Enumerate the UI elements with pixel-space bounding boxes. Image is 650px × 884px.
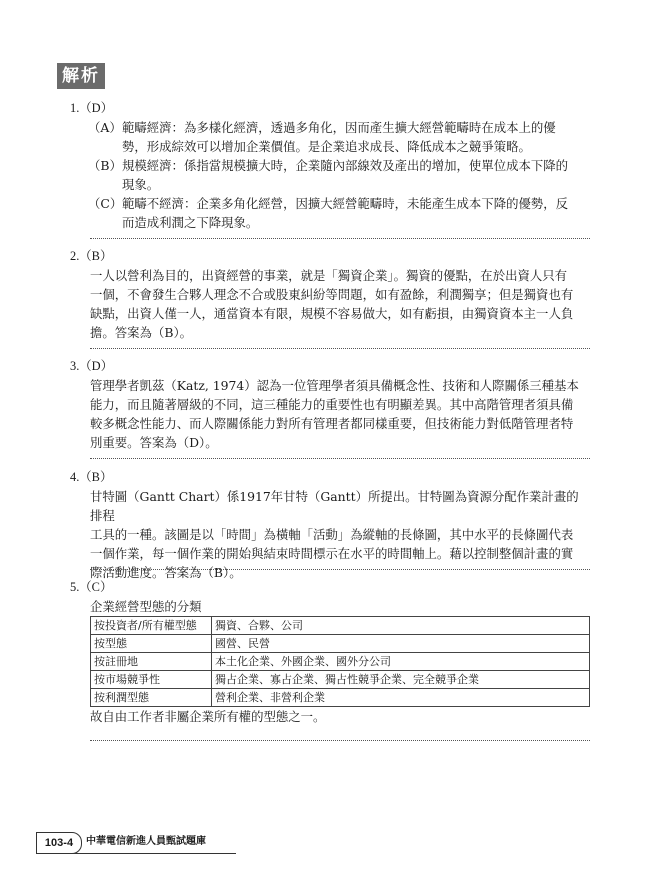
text-line: 際活動進度。答案為（B）。 — [90, 565, 242, 580]
text-line: 缺點，出資人僅一人，通當資本有限，規模不容易做大，如有虧損，由獨資資本主一人負 — [90, 306, 574, 321]
question-2 — [70, 247, 590, 342]
types-cell: 獨占企業、寡占企業、獨占性競爭企業、完全競爭企業 — [212, 671, 590, 689]
question-number: 3.（D） — [70, 359, 114, 373]
types-cell: 獨資、合夥、公司 — [212, 617, 590, 635]
text-line: 能力，而且隨著層級的不同，這三種能力的重要性也有明顯差異。其中高階管理者須具備 — [90, 397, 574, 412]
types-cell: 國營、民營 — [212, 635, 590, 653]
book-title: 中華電信新進人員甄試題庫 — [86, 836, 206, 847]
text-line: 現象。 — [122, 177, 160, 192]
types-cell: 營利企業、非營利企業 — [212, 689, 590, 707]
page-number: 103-4 — [36, 832, 82, 854]
page-footer — [36, 832, 236, 854]
dotted-divider — [90, 348, 590, 349]
text-line: 工具的一種。該圖是以「時間」為橫軸「活動」為縱軸的長條圖，其中水平的長條圖代表 — [90, 527, 574, 542]
option-label: （A） — [88, 120, 122, 135]
option-b — [70, 156, 590, 194]
text-line: 一人以營利為目的，出資經營的事業，就是「獨資企業」。獨資的優點，在於出資人只有 — [90, 268, 568, 283]
table-row — [91, 635, 590, 653]
dotted-divider — [90, 458, 590, 459]
table-row — [91, 671, 590, 689]
dotted-divider — [90, 740, 590, 741]
text-line: 甘特圖（Gantt Chart）係1917年甘特（Gantt）所提出。甘特圖為資源分配作業計畫的排程 — [90, 489, 579, 523]
category-cell: 按利潤型態 — [91, 689, 212, 707]
table-caption: 企業經營型態的分類 — [90, 599, 202, 614]
text-line: 一個，不會發生合夥人理念不合或股東糾紛等問題，如有盈餘，利潤獨享；但是獨資也有 — [90, 287, 574, 302]
section-title: 解析 — [57, 63, 105, 89]
question-5 — [70, 578, 590, 726]
text-line: 管理學者凱茲（Katz, 1974）認為一位管理學者須具備概念性、技術和人際關係三種基本 — [90, 378, 579, 393]
question-number: 4.（B） — [70, 470, 113, 484]
option-label: （B） — [88, 158, 122, 173]
text-line: 較多概念性能力、而人際關係能力對所有管理者都同樣重要，但技術能力對低階管理者特 — [90, 416, 574, 431]
answer-text — [90, 487, 590, 582]
text-line: 別重要。答案為（D）。 — [90, 435, 218, 450]
answer-text — [90, 266, 590, 342]
option-a — [70, 118, 590, 156]
table-row — [91, 653, 590, 671]
question-number: 5.（C） — [70, 580, 113, 594]
dotted-divider — [90, 569, 590, 570]
option-label: （C） — [88, 196, 123, 211]
question-number: 1.（D） — [70, 101, 114, 115]
business-type-table — [90, 616, 590, 707]
answer-text — [90, 376, 590, 452]
table-row — [91, 689, 590, 707]
option-c — [70, 194, 590, 232]
text-line: 範疇不經濟：企業多角化經營，因擴大經營範疇時，未能產生成本下降的優勢，反 — [122, 196, 569, 211]
category-cell: 按投資者/所有權型態 — [91, 617, 212, 635]
question-3 — [70, 357, 590, 452]
dotted-divider — [90, 238, 590, 239]
category-cell: 按型態 — [91, 635, 212, 653]
types-cell: 本土化企業、外國企業、國外分公司 — [212, 653, 590, 671]
text-line: 規模經濟：係指當規模擴大時，企業隨內部線效及產出的增加，使單位成本下降的 — [122, 158, 569, 173]
text-line: 勢，形成綜效可以增加企業價值。是企業追求成長、降低成本之競爭策略。 — [122, 139, 531, 154]
text-line: 而造成利潤之下降現象。 — [122, 215, 259, 230]
text-line: 範疇經濟：為多樣化經濟，透過多角化，因而產生擴大經營範疇時在成本上的優 — [122, 120, 556, 135]
question-4 — [70, 468, 590, 582]
footer-rule — [36, 853, 236, 854]
answer-note: 故自由工作者非屬企業所有權的型態之一。 — [90, 709, 326, 724]
category-cell: 按註冊地 — [91, 653, 212, 671]
text-line: 擔。答案為（B）。 — [90, 325, 193, 340]
question-1 — [70, 99, 590, 232]
table-row — [91, 617, 590, 635]
category-cell: 按市場競爭性 — [91, 671, 212, 689]
question-number: 2.（B） — [70, 249, 113, 263]
text-line: 一個作業，每一個作業的開始與結束時間標示在水平的時間軸上。藉以控制整個計畫的實 — [90, 546, 574, 561]
